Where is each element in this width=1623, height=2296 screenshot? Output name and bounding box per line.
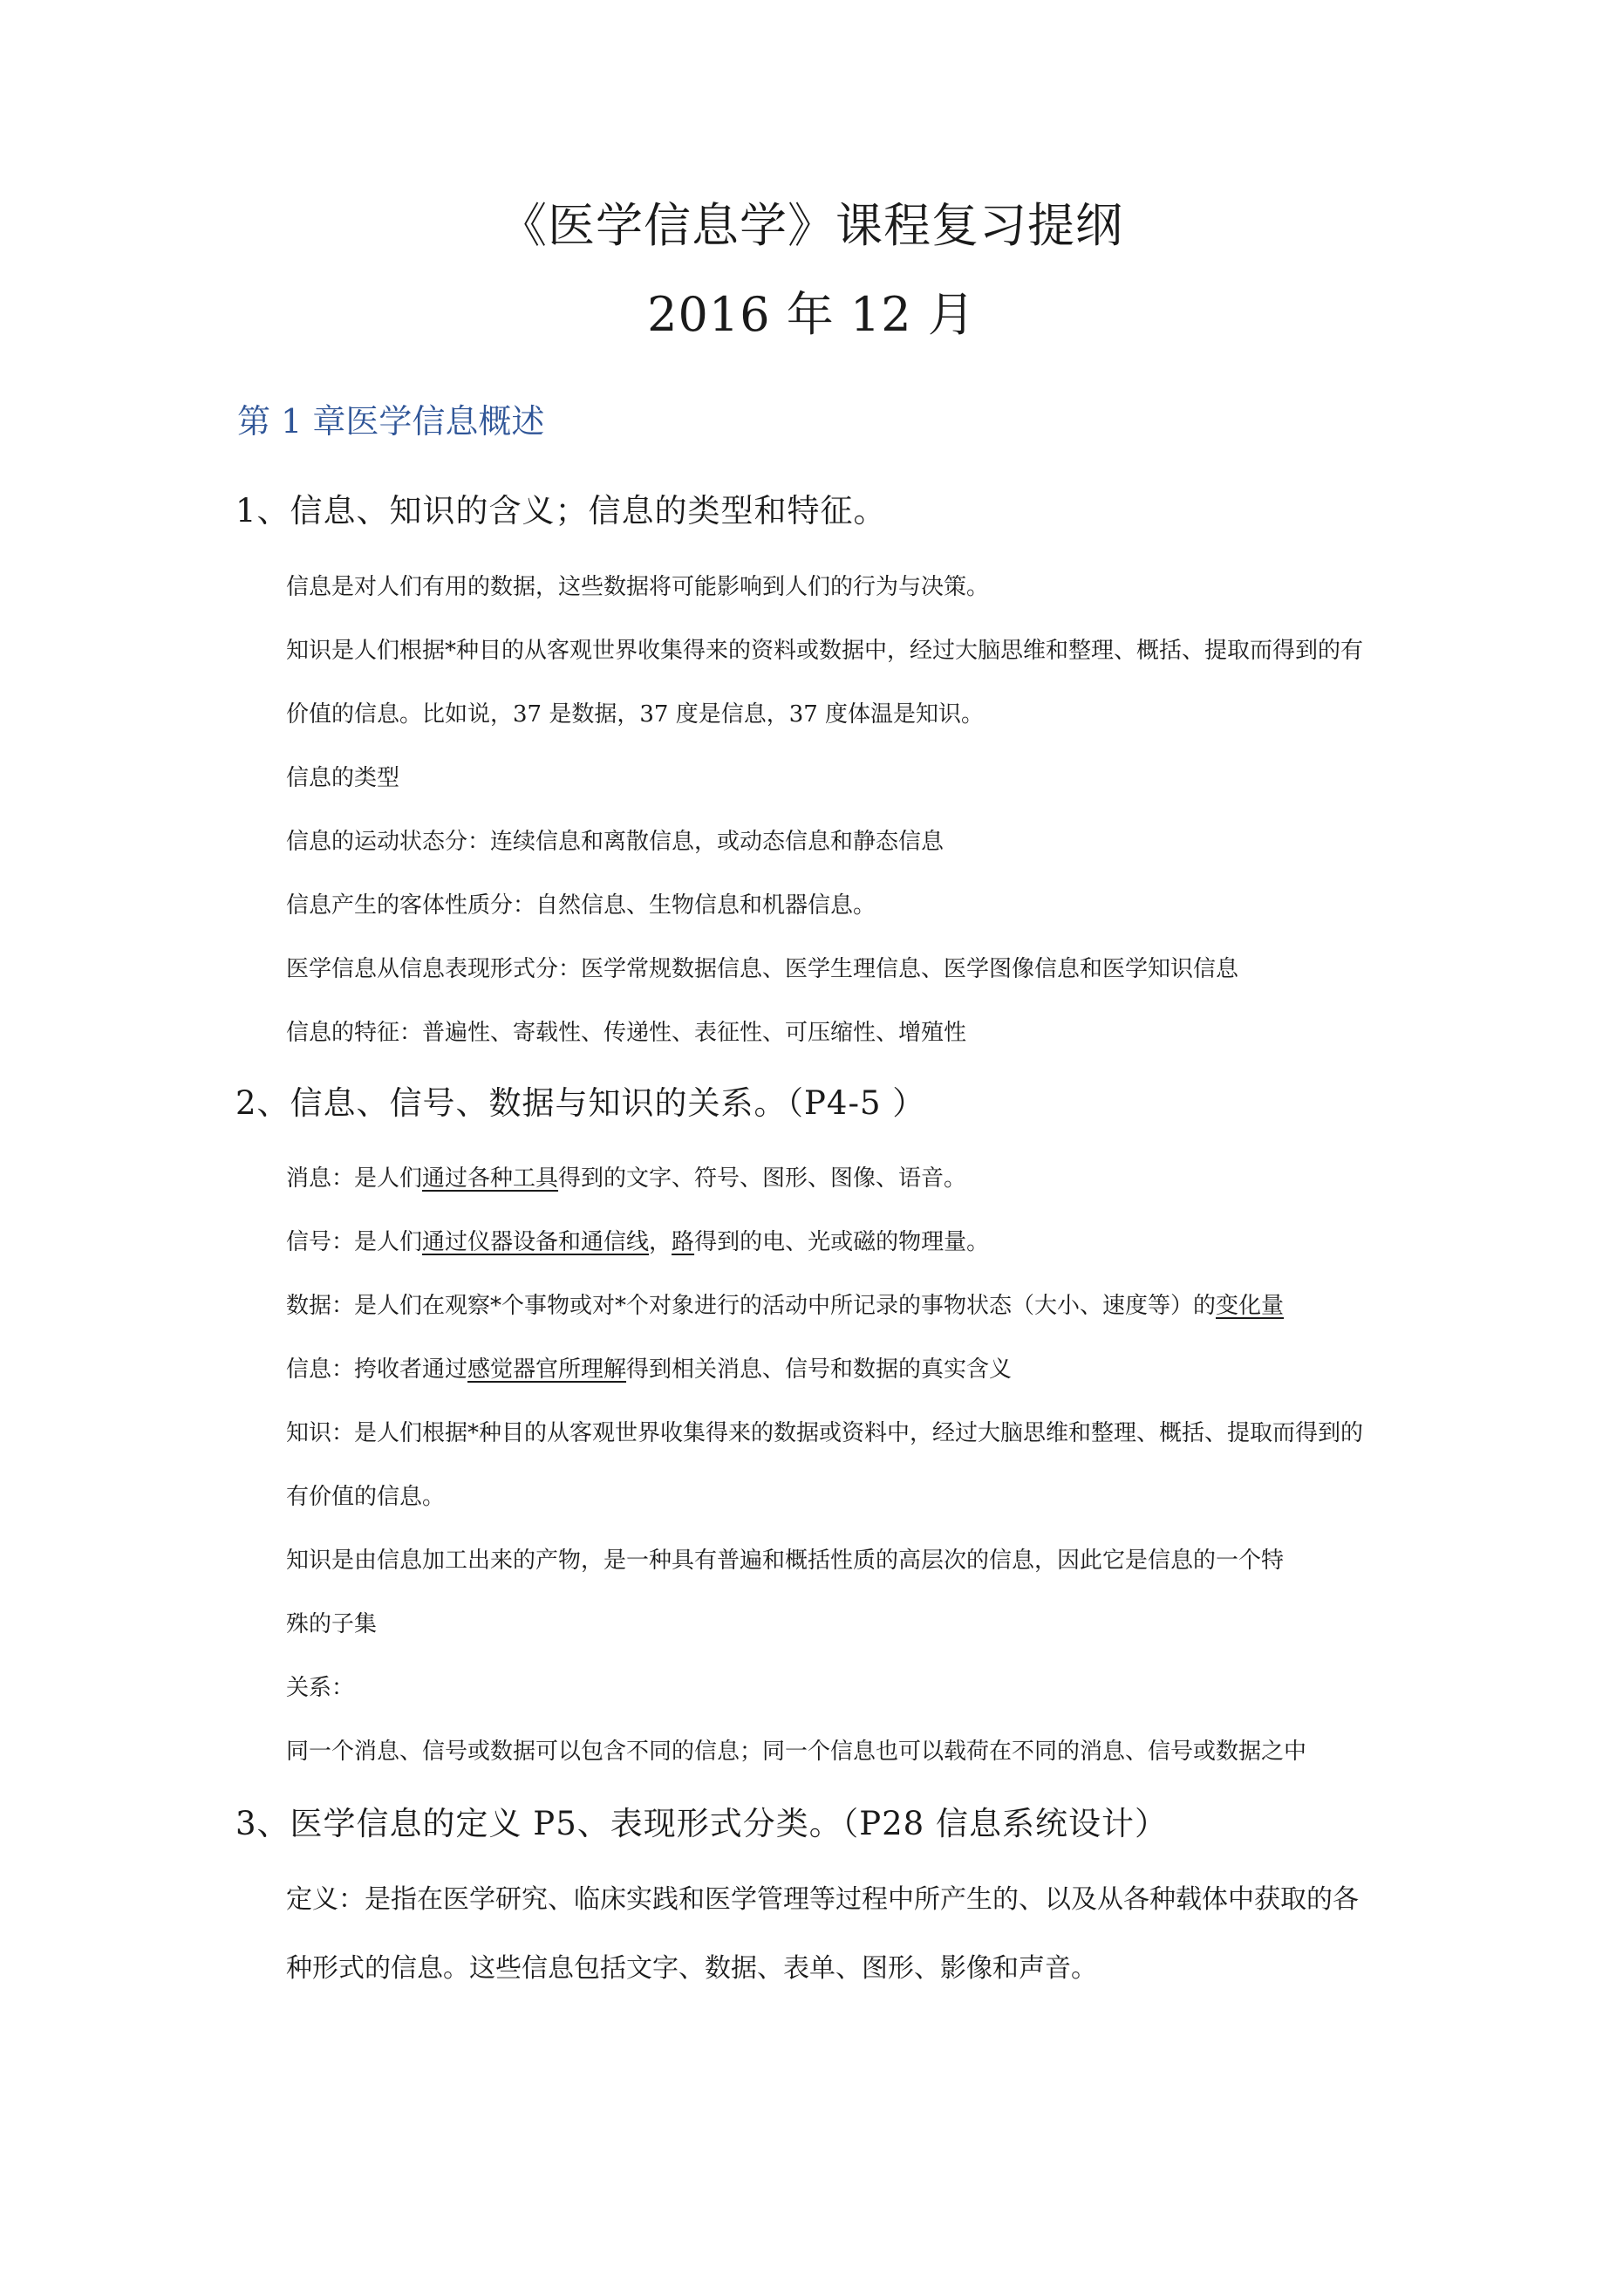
section-1-line: 知识是人们根据*种目的从客观世界收集得来的资料或数据中，经过大脑思维和整理、概括、提取而得到的有 — [286, 638, 1364, 664]
signal-separator: ， — [649, 1229, 672, 1255]
section-2-line: 有价值的信息。 — [286, 1484, 446, 1510]
info-rest: 得到相关消息、信号和数据的真实含义 — [626, 1356, 1013, 1383]
signal-definition — [286, 1231, 989, 1254]
signal-underlined-1: 通过仪器设备和通信线 — [422, 1229, 650, 1255]
info-underlined: 感觉器官所理解 — [467, 1356, 627, 1383]
data-label: 数据：是人们在观察*个事物或对*个对象进行的活动中所记录的事物状态（大小、速度等）的 — [286, 1293, 1217, 1319]
section-1-line: 信息的运动状态分：连续信息和离散信息，或动态信息和静态信息 — [286, 829, 944, 855]
section-1-line: 信息产生的客体性质分：自然信息、生物信息和机器信息。 — [286, 892, 876, 919]
document-date: 2016 年 12 月 — [647, 287, 976, 342]
section-1-line: 信息的特征：普遍性、寄载性、传递性、表征性、可压缩性、增殖性 — [286, 1020, 967, 1046]
section-1-line: 信息的类型 — [286, 765, 400, 791]
info-definition — [286, 1358, 1012, 1381]
info-label: 信息：挎收者通过 — [286, 1356, 468, 1383]
section-1-line: 医学信息从信息表现形式分：医学常规数据信息、医学生理信息、医学图像信息和医学知识信息 — [286, 956, 1239, 982]
section-1-heading: 1、信息、知识的含义；信息的类型和特征。 — [235, 492, 887, 530]
signal-underlined-2: 路 — [672, 1229, 695, 1255]
message-label: 消息：是人们 — [286, 1165, 423, 1192]
section-2-line: 殊的子集 — [286, 1611, 378, 1637]
data-definition — [286, 1295, 1284, 1317]
message-rest: 得到的文字、符号、图形、图像、语音。 — [558, 1165, 967, 1192]
section-2-line: 关系： — [286, 1675, 355, 1701]
section-1-line: 价值的信息。比如说，37 是数据，37 度是信息，37 度体温是知识。 — [286, 701, 985, 728]
document-title: 《医学信息学》课程复习提纲 — [500, 198, 1123, 253]
section-2-heading: 2、信息、信号、数据与知识的关系。（P4-5 ） — [235, 1084, 926, 1122]
section-2-line: 知识是由信息加工出来的产物，是一种具有普遍和概括性质的高层次的信息，因此它是信息的一个特 — [286, 1548, 1285, 1574]
section-2-line: 同一个消息、信号或数据可以包含不同的信息；同一个信息也可以载荷在不同的消息、信号或数据之中 — [286, 1739, 1307, 1765]
message-underlined: 通过各种工具 — [422, 1165, 559, 1192]
signal-label: 信号：是人们 — [286, 1229, 423, 1255]
section-2-line: 知识：是人们根据*种目的从客观世界收集得来的数据或资料中，经过大脑思维和整理、概括、提取而得到的 — [286, 1420, 1364, 1446]
chapter-heading: 第 1 章医学信息概述 — [237, 402, 545, 441]
section-3-heading: 3、医学信息的定义 P5、表现形式分类。（P28 信息系统设计） — [235, 1805, 1168, 1842]
section-3-line: 种形式的信息。这些信息包括文字、数据、表单、图形、影像和声音。 — [286, 1953, 1097, 1984]
section-3-line: 定义：是指在医学研究、临床实践和医学管理等过程中所产生的、以及从各种载体中获取的各 — [286, 1884, 1359, 1915]
data-underlined: 变化量 — [1216, 1293, 1285, 1319]
signal-rest: 得到的电、光或磁的物理量。 — [694, 1229, 990, 1255]
section-1-line: 信息是对人们有用的数据，这些数据将可能影响到人们的行为与决策。 — [286, 574, 990, 600]
message-definition — [286, 1167, 966, 1190]
